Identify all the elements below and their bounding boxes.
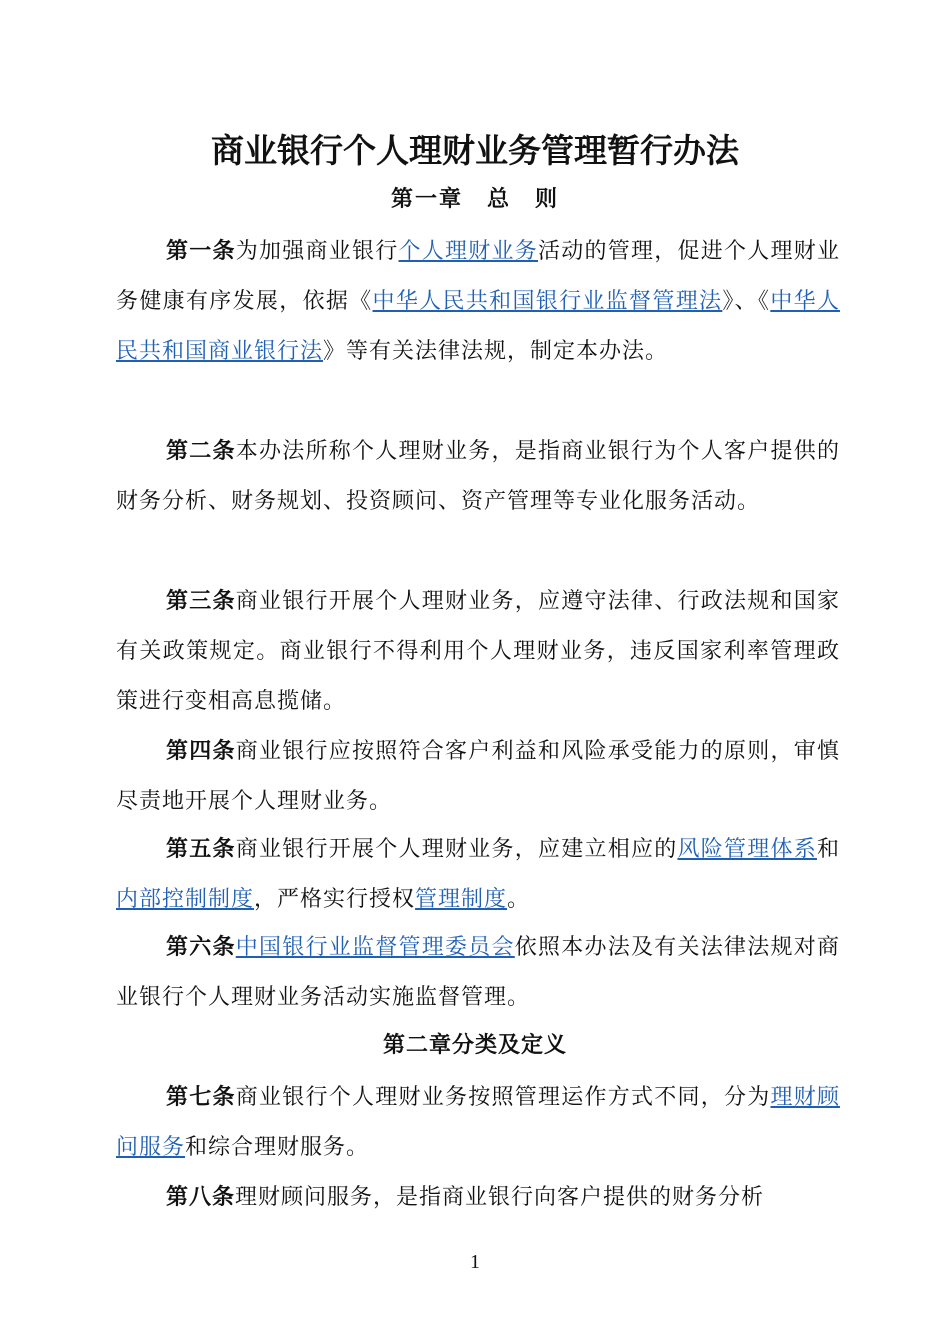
article-text: 活动的管理，促进个人理财业务健康有序发展，依据《	[116, 239, 840, 314]
article-5	[116, 824, 840, 925]
link-cbrc[interactable]: 中国银行业监督管理委员会	[235, 935, 515, 960]
article-label: 第二条	[166, 438, 236, 464]
article-label: 第四条	[166, 738, 236, 764]
article-text: 依照本办法及有关法律法规对商业银行个人理财业务活动实施监督管理。	[116, 935, 840, 1010]
article-text: 商业银行开展个人理财业务，应遵守法律、行政法规和国家有关政策规定。商业银行不得利用个人理财业务，违反国家利率管理政策进行变相高息揽储。	[116, 589, 840, 714]
link-personal-wealth-business[interactable]: 个人理财业务	[398, 239, 538, 264]
document-title: 商业银行个人理财业务管理暂行办法	[211, 131, 739, 170]
link-commercial-bank-law[interactable]: 中华人民共和国商业银行法	[116, 289, 840, 364]
article-text: 和综合理财服务。	[185, 1135, 370, 1160]
link-management-system[interactable]: 管理制度	[415, 887, 508, 912]
article-text: ，严格实行授权	[254, 887, 416, 912]
article-label: 第一条	[166, 238, 236, 264]
article-text: 理财顾问服务，是指商业银行向客户提供的财务分析	[235, 1185, 765, 1210]
article-label: 第五条	[166, 836, 236, 862]
article-text: 》等有关法律法规，制定本办法。	[323, 339, 669, 364]
link-financial-advisory-service[interactable]: 理财顾问服务	[116, 1085, 840, 1160]
article-text: 商业银行开展个人理财业务，应建立相应的	[235, 837, 678, 862]
link-internal-control-system[interactable]: 内部控制制度	[116, 887, 255, 912]
article-6	[116, 922, 840, 1023]
article-4	[116, 726, 840, 827]
article-text: 商业银行应按照符合客户利益和风险承受能力的原则，审慎尽责地开展个人理财业务。	[116, 739, 840, 814]
article-label: 第三条	[166, 588, 236, 614]
article-text: 本办法所称个人理财业务，是指商业银行为个人客户提供的财务分析、财务规划、投资顾问、资产管理等专业化服务活动。	[116, 439, 840, 514]
article-label: 第七条	[166, 1084, 236, 1110]
article-2	[116, 426, 840, 527]
article-label: 第六条	[166, 934, 236, 960]
article-text: 。	[507, 887, 531, 912]
article-text: 为加强商业银行	[235, 239, 399, 264]
article-label: 第八条	[166, 1184, 236, 1210]
chapter-heading-2: 第二章分类及定义	[382, 1032, 567, 1058]
link-banking-supervision-law[interactable]: 中华人民共和国银行业监督管理法	[372, 289, 723, 314]
article-text: 和	[816, 837, 840, 862]
article-1	[116, 226, 840, 377]
link-risk-management-system[interactable]: 风险管理体系	[677, 837, 817, 862]
article-8	[116, 1172, 840, 1223]
chapter-heading-1: 第一章 总 则	[390, 186, 559, 212]
article-text: 商业银行个人理财业务按照管理运作方式不同，分为	[235, 1085, 771, 1110]
article-3	[116, 576, 840, 727]
article-7	[116, 1072, 840, 1173]
page-number: 1	[470, 1251, 480, 1273]
article-text: 》、《	[722, 289, 771, 314]
